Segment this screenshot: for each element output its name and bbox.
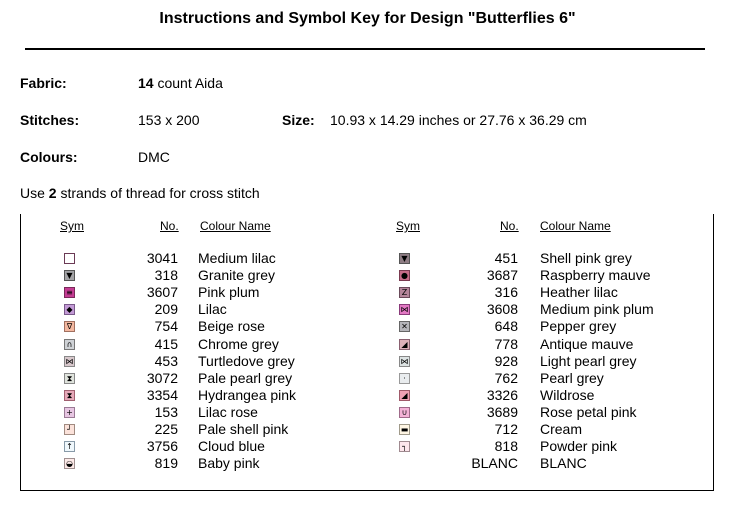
colour-name: Cream [540,421,583,437]
dmc-number: 648 [494,318,518,335]
dmc-number: 453 [154,352,178,369]
instruction-strands: 2 [48,185,57,201]
dmc-number: 3689 [486,403,518,420]
symbol-swatch-icon: ↑ [64,441,75,452]
dmc-number: 225 [154,421,178,437]
page-title: Instructions and Symbol Key for Design "Butterflies 6" [159,10,576,27]
colour-name: Shell pink grey [540,250,632,266]
symbol-swatch-icon: ≡ [64,287,75,298]
symbol-swatch-icon: ▼ [399,253,410,264]
colour-name: Heather lilac [540,284,618,301]
dmc-number: 819 [154,455,178,472]
size-label: Size: [282,112,315,128]
symbol-swatch-icon: ∩ [64,339,75,350]
fabric-label: Fabric: [20,75,67,91]
dmc-number: 712 [494,421,518,437]
colour-name: Pearl grey [540,369,604,386]
dmc-number: 3354 [146,386,178,403]
symbol-swatch-icon [399,458,410,469]
dmc-number: 3326 [486,386,518,403]
dmc-number: 318 [154,267,178,284]
dmc-number: 818 [494,438,518,455]
dmc-number: 928 [494,352,518,369]
symbol-swatch-icon: ∪ [399,407,410,418]
dmc-number: 762 [494,369,518,386]
dmc-number: 754 [154,318,178,335]
header-name-right: Colour Name [540,219,611,233]
dmc-number: 209 [154,301,178,318]
colour-name: Beige rose [198,318,265,335]
colour-name: Turtledove grey [198,352,295,369]
instruction-post: strands of thread for cross stitch [60,185,260,201]
colours-label: Colours: [20,149,78,165]
dmc-number: 451 [494,250,518,266]
symbol-swatch-icon: ┐ [399,441,410,452]
stitches-value: 153 x 200 [138,112,200,128]
dmc-number: 153 [154,403,178,420]
fabric-value [138,75,223,91]
header-no-right: No. [500,219,519,233]
colour-name: Lilac rose [198,403,258,420]
symbol-swatch-icon: ┘ [64,424,75,435]
symbol-swatch-icon: Z [399,287,410,298]
dmc-number: 3041 [146,250,178,266]
symbol-swatch-icon: · [399,373,410,384]
dmc-number: 415 [154,335,178,352]
symbol-swatch-icon: ⧗ [64,390,75,401]
dmc-number: 3607 [146,284,178,301]
symbol-swatch-icon: ⋈ [65,356,74,366]
symbol-swatch-icon: ✕ [399,321,410,332]
fabric-count: 14 [138,75,154,91]
title-divider [25,48,705,50]
size-value: 10.93 x 14.29 inches or 27.76 x 36.29 cm [330,112,587,128]
stitches-label: Stitches: [20,112,80,128]
colour-name: BLANC [540,455,587,472]
symbol-swatch-icon: ⋈ [400,356,409,366]
dmc-number: BLANC [471,455,518,472]
dmc-number: 3072 [146,369,178,386]
colour-name: Pale shell pink [198,421,289,437]
colour-name: Medium pink plum [540,301,654,318]
symbol-swatch-icon: ◢ [399,390,410,401]
colour-name: Lilac [198,301,227,318]
symbol-swatch-icon: ▼ [64,270,75,281]
dmc-number: 778 [494,335,518,352]
symbol-swatch-icon: ◆ [64,304,75,315]
colour-name: Medium lilac [198,250,276,266]
colour-name: Rose petal pink [540,403,637,420]
symbol-swatch-icon: ● [399,270,410,281]
colour-name: Powder pink [540,438,618,455]
header-name-left: Colour Name [200,219,271,233]
colour-name: Chrome grey [198,335,279,352]
colour-name: Pale pearl grey [198,369,293,386]
header-sym-left: Sym [60,219,84,233]
dmc-number: 3608 [486,301,518,318]
fabric-text: count Aida [157,75,223,91]
colour-name: Wildrose [540,386,595,403]
dmc-number: 316 [494,284,518,301]
symbol-swatch-icon: ⋈ [400,305,409,315]
symbol-swatch-icon: ◢ [399,339,410,350]
dmc-number: 3687 [486,267,518,284]
instruction-pre: Use [20,185,45,201]
colour-name: Hydrangea pink [198,386,297,403]
colour-name: Antique mauve [540,335,634,352]
strands-instruction [20,185,260,201]
colours-value: DMC [138,149,170,165]
colour-name: Cloud blue [198,438,265,455]
colour-name: Light pearl grey [540,352,637,369]
symbol-swatch-icon: ◒ [64,458,75,469]
colour-name: Raspberry mauve [540,267,651,284]
colour-name: Baby pink [198,455,260,472]
symbol-swatch-icon: ⧗ [64,373,75,384]
colour-name: Granite grey [198,267,276,284]
colour-name: Pink plum [198,284,260,301]
header-no-left: No. [160,219,179,233]
symbol-swatch-icon [64,253,75,264]
symbol-swatch-icon: ∇ [64,321,75,332]
colour-name: Pepper grey [540,318,617,335]
dmc-number: 3756 [146,438,178,455]
header-sym-right: Sym [396,219,420,233]
symbol-swatch-icon: ▬ [400,425,409,434]
symbol-swatch-icon: + [64,407,75,418]
